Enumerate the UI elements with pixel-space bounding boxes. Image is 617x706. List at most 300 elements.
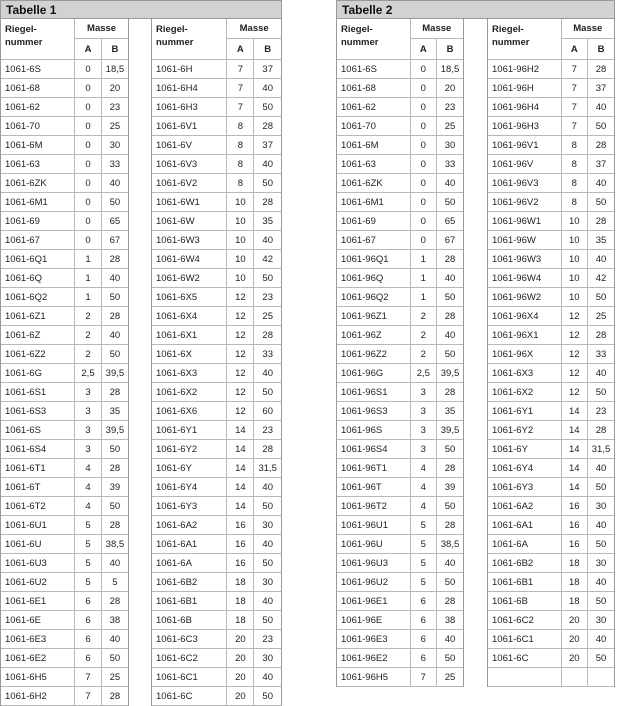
riegel-header: Riegel- nummer	[1, 19, 75, 60]
masse-a: 7	[410, 668, 436, 687]
masse-b: 33	[437, 155, 463, 174]
masse-b: 28	[254, 117, 281, 136]
table-row	[488, 307, 614, 326]
empty-cell	[488, 668, 561, 687]
masse-b: 40	[254, 155, 281, 174]
masse-a: 4	[410, 497, 436, 516]
masse-b: 40	[254, 79, 281, 98]
table-row	[152, 98, 281, 117]
masse-b: 39,5	[101, 364, 128, 383]
table-row	[488, 440, 614, 459]
table-row	[1, 212, 128, 231]
masse-a: 20	[227, 687, 254, 706]
table-row	[488, 364, 614, 383]
masse-b: 28	[437, 592, 463, 611]
masse-a: 16	[227, 516, 254, 535]
riegel-number: 1061-62	[337, 98, 410, 117]
masse-a: 0	[75, 60, 102, 79]
riegel-number: 1061-96W3	[488, 250, 561, 269]
riegel-number: 1061-6H2	[1, 687, 75, 706]
masse-a: 10	[227, 269, 254, 288]
table-row	[337, 459, 463, 478]
masse-a: 16	[227, 554, 254, 573]
empty-cell	[588, 668, 614, 687]
riegel-number: 1061-6M1	[1, 193, 75, 212]
table-2	[336, 0, 615, 683]
riegel-number: 1061-6B1	[152, 592, 227, 611]
masse-a: 0	[410, 193, 436, 212]
masse-b: 40	[254, 478, 281, 497]
masse-b: 23	[101, 98, 128, 117]
table-left-half	[336, 19, 464, 687]
masse-a: 5	[75, 516, 102, 535]
table-right-half	[151, 19, 282, 706]
masse-a: 0	[75, 155, 102, 174]
table-row	[488, 649, 614, 668]
masse-a: 7	[561, 98, 587, 117]
masse-a: 0	[410, 136, 436, 155]
masse-a: 5	[75, 573, 102, 592]
masse-b: 37	[588, 155, 614, 174]
table-row	[1, 98, 128, 117]
riegel-number: 1061-6Z1	[1, 307, 75, 326]
riegel-number: 1061-6Y1	[488, 402, 561, 421]
riegel-number: 1061-70	[337, 117, 410, 136]
masse-b: 38	[437, 611, 463, 630]
table-row	[1, 345, 128, 364]
table-left-half	[0, 19, 129, 706]
masse-b: 40	[101, 554, 128, 573]
riegel-number: 1061-6S1	[1, 383, 75, 402]
table-row	[488, 212, 614, 231]
riegel-number: 1061-6C	[488, 649, 561, 668]
masse-a: 8	[227, 136, 254, 155]
riegel-number: 1061-96E	[337, 611, 410, 630]
table-row	[488, 117, 614, 136]
masse-b: 50	[588, 592, 614, 611]
riegel-number: 1061-6X1	[152, 326, 227, 345]
riegel-number: 1061-6U1	[1, 516, 75, 535]
masse-a: 10	[227, 231, 254, 250]
riegel-number: 1061-96S4	[337, 440, 410, 459]
masse-b: 50	[254, 687, 281, 706]
masse-a: 10	[561, 250, 587, 269]
masse-a: 0	[410, 231, 436, 250]
masse-b: 28	[101, 592, 128, 611]
masse-b: 40	[101, 630, 128, 649]
riegel-number: 1061-6X	[152, 345, 227, 364]
masse-a: 0	[75, 136, 102, 155]
table-row	[1, 117, 128, 136]
masse-a: 5	[410, 516, 436, 535]
masse-b: 50	[101, 345, 128, 364]
masse-b: 40	[588, 516, 614, 535]
riegel-number: 1061-6Y3	[152, 497, 227, 516]
riegel-number: 1061-6T2	[1, 497, 75, 516]
masse-a: 18	[561, 592, 587, 611]
masse-b: 50	[588, 117, 614, 136]
table-row	[488, 573, 614, 592]
table-row	[152, 649, 281, 668]
masse-b: 50	[254, 383, 281, 402]
riegel-number: 1061-6U3	[1, 554, 75, 573]
table-row	[1, 459, 128, 478]
table-row	[152, 497, 281, 516]
masse-b: 28	[101, 383, 128, 402]
masse-b: 28	[437, 383, 463, 402]
masse-header: Masse	[561, 19, 614, 39]
masse-b: 50	[101, 649, 128, 668]
masse-a: 18	[227, 592, 254, 611]
riegel-number: 1061-96Q	[337, 269, 410, 288]
masse-b: 50	[588, 478, 614, 497]
empty-row	[488, 668, 614, 687]
masse-b: 20	[437, 79, 463, 98]
table-row	[152, 630, 281, 649]
table-row	[1, 554, 128, 573]
masse-a: 2	[75, 326, 102, 345]
table-row	[1, 269, 128, 288]
riegel-number: 1061-6B2	[488, 554, 561, 573]
riegel-number: 1061-6Z	[1, 326, 75, 345]
masse-b: 23	[588, 402, 614, 421]
riegel-header: Riegel- nummer	[337, 19, 410, 60]
masse-a: 0	[75, 212, 102, 231]
col-b-header: B	[254, 39, 281, 60]
riegel-number: 1061-6X2	[152, 383, 227, 402]
masse-a: 0	[410, 79, 436, 98]
table-row	[152, 364, 281, 383]
table-row	[152, 60, 281, 79]
riegel-number: 1061-6E2	[1, 649, 75, 668]
table-row	[1, 250, 128, 269]
masse-b: 30	[101, 136, 128, 155]
riegel-number: 1061-96H2	[488, 60, 561, 79]
riegel-number: 1061-70	[1, 117, 75, 136]
riegel-number: 1061-6M	[1, 136, 75, 155]
masse-header: Masse	[227, 19, 281, 39]
riegel-number: 1061-96V3	[488, 174, 561, 193]
table-row	[337, 250, 463, 269]
masse-a: 10	[227, 250, 254, 269]
table-row	[152, 155, 281, 174]
table-1	[0, 0, 282, 702]
table-row	[337, 212, 463, 231]
masse-a: 12	[561, 345, 587, 364]
table-row	[152, 307, 281, 326]
masse-b: 30	[437, 136, 463, 155]
masse-a: 8	[227, 155, 254, 174]
masse-b: 50	[437, 649, 463, 668]
masse-a: 14	[227, 440, 254, 459]
riegel-number: 1061-96E3	[337, 630, 410, 649]
masse-b: 40	[588, 174, 614, 193]
masse-b: 35	[588, 231, 614, 250]
masse-a: 16	[561, 497, 587, 516]
masse-a: 0	[75, 79, 102, 98]
table-row	[152, 592, 281, 611]
riegel-number: 1061-6A	[488, 535, 561, 554]
masse-b: 25	[254, 307, 281, 326]
table-row	[337, 174, 463, 193]
table-row	[152, 611, 281, 630]
col-b-header: B	[437, 39, 463, 60]
table-row	[337, 535, 463, 554]
masse-b: 50	[101, 440, 128, 459]
riegel-number: 1061-6W	[152, 212, 227, 231]
masse-b: 50	[437, 288, 463, 307]
table-row	[337, 60, 463, 79]
riegel-number: 1061-96Z1	[337, 307, 410, 326]
masse-b: 28	[101, 687, 128, 706]
riegel-number: 1061-96V2	[488, 193, 561, 212]
table-row	[488, 250, 614, 269]
masse-b: 40	[437, 174, 463, 193]
masse-a: 6	[75, 630, 102, 649]
masse-b: 40	[588, 250, 614, 269]
riegel-number: 1061-96Q2	[337, 288, 410, 307]
masse-b: 30	[588, 611, 614, 630]
masse-a: 8	[561, 193, 587, 212]
table-row	[337, 573, 463, 592]
table-row	[1, 383, 128, 402]
riegel-number: 1061-6A1	[152, 535, 227, 554]
data-table	[337, 19, 463, 687]
table-row	[152, 535, 281, 554]
masse-a: 12	[227, 364, 254, 383]
masse-b: 23	[254, 288, 281, 307]
masse-b: 28	[101, 250, 128, 269]
masse-a: 8	[227, 117, 254, 136]
masse-a: 6	[75, 592, 102, 611]
riegel-number: 1061-6E3	[1, 630, 75, 649]
masse-b: 18,5	[101, 60, 128, 79]
riegel-number: 1061-6A2	[488, 497, 561, 516]
riegel-number: 1061-96H4	[488, 98, 561, 117]
table-row	[152, 421, 281, 440]
masse-a: 1	[410, 288, 436, 307]
masse-b: 40	[588, 364, 614, 383]
masse-b: 40	[101, 269, 128, 288]
riegel-number: 1061-96S1	[337, 383, 410, 402]
table-row	[337, 421, 463, 440]
table-row	[152, 687, 281, 706]
table-row	[488, 136, 614, 155]
table-row	[152, 440, 281, 459]
table-row	[488, 402, 614, 421]
riegel-number: 1061-96S3	[337, 402, 410, 421]
masse-a: 20	[227, 649, 254, 668]
masse-a: 4	[410, 459, 436, 478]
table-row	[152, 573, 281, 592]
riegel-number: 1061-6X2	[488, 383, 561, 402]
table-row	[1, 440, 128, 459]
riegel-number: 1061-96E1	[337, 592, 410, 611]
masse-a: 18	[561, 554, 587, 573]
masse-b: 23	[437, 98, 463, 117]
riegel-number: 1061-96Q1	[337, 250, 410, 269]
table-row	[337, 478, 463, 497]
riegel-number: 1061-68	[337, 79, 410, 98]
masse-b: 40	[254, 231, 281, 250]
masse-b: 40	[588, 573, 614, 592]
masse-a: 3	[75, 402, 102, 421]
masse-b: 42	[254, 250, 281, 269]
masse-b: 65	[437, 212, 463, 231]
table-row	[152, 174, 281, 193]
table-row	[337, 231, 463, 250]
masse-a: 3	[410, 402, 436, 421]
riegel-number: 1061-6M	[337, 136, 410, 155]
masse-a: 16	[561, 516, 587, 535]
masse-b: 50	[254, 174, 281, 193]
riegel-number: 1061-6Y3	[488, 478, 561, 497]
riegel-number: 1061-63	[1, 155, 75, 174]
table-row	[488, 459, 614, 478]
riegel-number: 1061-6S	[1, 60, 75, 79]
masse-a: 1	[75, 269, 102, 288]
col-a-header: A	[227, 39, 254, 60]
riegel-number: 1061-6V1	[152, 117, 227, 136]
table-row	[1, 649, 128, 668]
masse-b: 39,5	[101, 421, 128, 440]
masse-a: 12	[561, 307, 587, 326]
masse-a: 0	[410, 174, 436, 193]
riegel-number: 1061-6Q1	[1, 250, 75, 269]
masse-b: 28	[588, 136, 614, 155]
table-row	[488, 193, 614, 212]
riegel-number: 1061-6C1	[152, 668, 227, 687]
masse-a: 14	[227, 459, 254, 478]
table-row	[152, 326, 281, 345]
col-a-header: A	[410, 39, 436, 60]
masse-a: 20	[561, 649, 587, 668]
masse-b: 33	[588, 345, 614, 364]
riegel-number: 1061-6C1	[488, 630, 561, 649]
table-row	[1, 364, 128, 383]
masse-b: 39,5	[437, 421, 463, 440]
masse-b: 28	[588, 60, 614, 79]
riegel-number: 1061-6X3	[152, 364, 227, 383]
riegel-number: 1061-69	[1, 212, 75, 231]
table-row	[1, 497, 128, 516]
masse-b: 40	[254, 668, 281, 687]
table-row	[152, 288, 281, 307]
riegel-number: 1061-6C2	[152, 649, 227, 668]
masse-a: 7	[227, 79, 254, 98]
riegel-number: 1061-67	[1, 231, 75, 250]
riegel-number: 1061-6B1	[488, 573, 561, 592]
riegel-number: 1061-6W4	[152, 250, 227, 269]
riegel-number: 1061-62	[1, 98, 75, 117]
masse-a: 4	[75, 478, 102, 497]
table-row	[152, 193, 281, 212]
table-row	[488, 383, 614, 402]
masse-a: 0	[75, 98, 102, 117]
riegel-number: 1061-6W2	[152, 269, 227, 288]
table-row	[1, 516, 128, 535]
masse-b: 35	[101, 402, 128, 421]
masse-b: 40	[437, 326, 463, 345]
masse-a: 3	[410, 421, 436, 440]
table-row	[337, 668, 463, 687]
masse-a: 4	[75, 497, 102, 516]
riegel-number: 1061-6B2	[152, 573, 227, 592]
masse-a: 8	[227, 174, 254, 193]
masse-a: 0	[410, 117, 436, 136]
table-row	[1, 611, 128, 630]
table-row	[1, 60, 128, 79]
masse-a: 12	[227, 288, 254, 307]
riegel-number: 1061-6Y4	[152, 478, 227, 497]
table-row	[488, 535, 614, 554]
riegel-number: 1061-6X5	[152, 288, 227, 307]
table-row	[1, 79, 128, 98]
masse-b: 33	[254, 345, 281, 364]
masse-b: 28	[437, 459, 463, 478]
table-row	[488, 98, 614, 117]
masse-a: 12	[561, 326, 587, 345]
table-row	[1, 326, 128, 345]
masse-a: 0	[410, 155, 436, 174]
riegel-number: 1061-67	[337, 231, 410, 250]
table-row	[337, 554, 463, 573]
table-row	[152, 478, 281, 497]
masse-b: 30	[254, 573, 281, 592]
riegel-number: 1061-6A	[152, 554, 227, 573]
masse-a: 0	[75, 193, 102, 212]
riegel-number: 1061-6G	[1, 364, 75, 383]
riegel-number: 1061-6C2	[488, 611, 561, 630]
table-row	[488, 79, 614, 98]
riegel-number: 1061-96W2	[488, 288, 561, 307]
masse-a: 1	[410, 269, 436, 288]
riegel-number: 1061-96U3	[337, 554, 410, 573]
riegel-number: 1061-6ZK	[337, 174, 410, 193]
masse-b: 33	[101, 155, 128, 174]
table-row	[488, 478, 614, 497]
riegel-number: 1061-6C3	[152, 630, 227, 649]
table-row	[1, 668, 128, 687]
riegel-number: 1061-6Y2	[488, 421, 561, 440]
masse-b: 40	[254, 535, 281, 554]
table-row	[488, 326, 614, 345]
riegel-number: 1061-96X4	[488, 307, 561, 326]
masse-b: 25	[101, 117, 128, 136]
riegel-number: 1061-6V2	[152, 174, 227, 193]
riegel-number: 1061-6T1	[1, 459, 75, 478]
riegel-number: 1061-68	[1, 79, 75, 98]
masse-b: 40	[254, 364, 281, 383]
table-row	[337, 117, 463, 136]
masse-b: 50	[254, 98, 281, 117]
masse-b: 30	[588, 554, 614, 573]
riegel-number: 1061-6Y	[152, 459, 227, 478]
table-row	[488, 269, 614, 288]
table-row	[1, 174, 128, 193]
table-row	[1, 421, 128, 440]
masse-a: 7	[227, 98, 254, 117]
masse-a: 0	[75, 174, 102, 193]
masse-b: 40	[588, 459, 614, 478]
riegel-number: 1061-6S3	[1, 402, 75, 421]
masse-a: 7	[75, 668, 102, 687]
table-row	[1, 155, 128, 174]
table-row	[337, 288, 463, 307]
masse-a: 20	[561, 611, 587, 630]
table-row	[1, 592, 128, 611]
masse-b: 38,5	[101, 535, 128, 554]
